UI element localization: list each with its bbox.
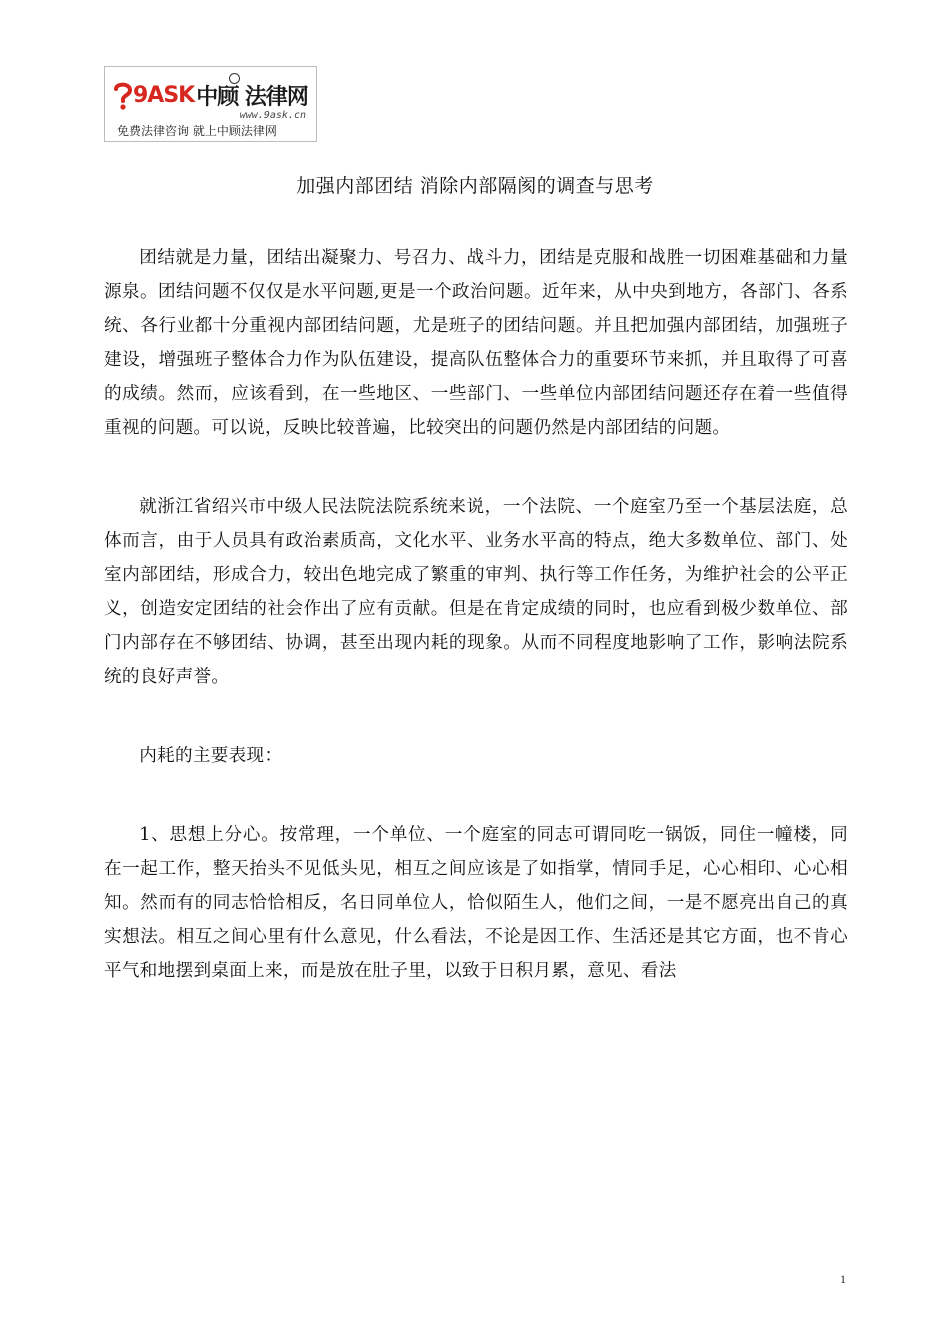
logo [104, 66, 317, 142]
logo-slogan: 免费法律咨询 就上中顾法律网 [117, 124, 277, 138]
logo-url: www.9ask.cn [239, 110, 306, 121]
paragraph: 1、思想上分心。按常理，一个单位、一个庭室的同志可谓同吃一锅饭，同住一幢楼，同在一起工作，整天抬头不见低头见，相互之间应该是了如指掌，情同手足，心心相印、心心相知。然而有的同志恰恰相反，名日同单位人，恰似陌生人，他们之间，一是不愿亮出自己的真实想法。相互之间心里有什么意见，什么看法，不论是因工作、生活还是其它方面，也不肯心平气和地摆到桌面上来，而是放在肚子里，以致于日积月累，意见、看法 [104, 825, 848, 981]
document-title: 加强内部团结 消除内部隔阂的调查与思考 [296, 175, 654, 197]
paragraph: 内耗的主要表现： [139, 746, 283, 766]
question-mark-icon [113, 80, 133, 110]
logo-mark [113, 77, 308, 113]
logo-brand-name: 中顾 法律网 [196, 84, 308, 110]
paragraph: 团结就是力量，团结出凝聚力、号召力、战斗力，团结是克服和战胜一切困难基础和力量源泉。团结问题不仅仅是水平问题,更是一个政治问题。近年来，从中央到地方，各部门、各系统、各行业都十分重视内部团结问题，尤是班子的团结问题。并且把加强内部团结，加强班子建设，增强班子整体合力作为队伍建设，提高队伍整体合力的重要环节来抓，并且取得了可喜的成绩。然而，应该看到，在一些地区、一些部门、一些单位内部团结问题还存在着一些值得重视的问题。可以说，反映比较普遍，比较突出的问题仍然是内部团结的问题。 [104, 248, 848, 438]
page-number: 1 [840, 1272, 846, 1286]
document-body [104, 241, 848, 1033]
trademark-icon [229, 73, 240, 84]
paragraph: 就浙江省绍兴市中级人民法院法院系统来说，一个法院、一个庭室乃至一个基层法庭，总体而言，由于人员具有政治素质高，文化水平、业务水平高的特点，绝大多数单位、部门、处室内部团结，形成合力，较出色地完成了繁重的审判、执行等工作任务，为维护社会的公平正义，创造安定团结的社会作出了应有贡献。但是在肯定成绩的同时，也应看到极少数单位、部门内部存在不够团结、协调，甚至出现内耗的现象。从而不同程度地影响了工作，影响法院系统的良好声誉。 [104, 497, 848, 687]
logo-brand-mark: 9ASK [133, 82, 195, 108]
